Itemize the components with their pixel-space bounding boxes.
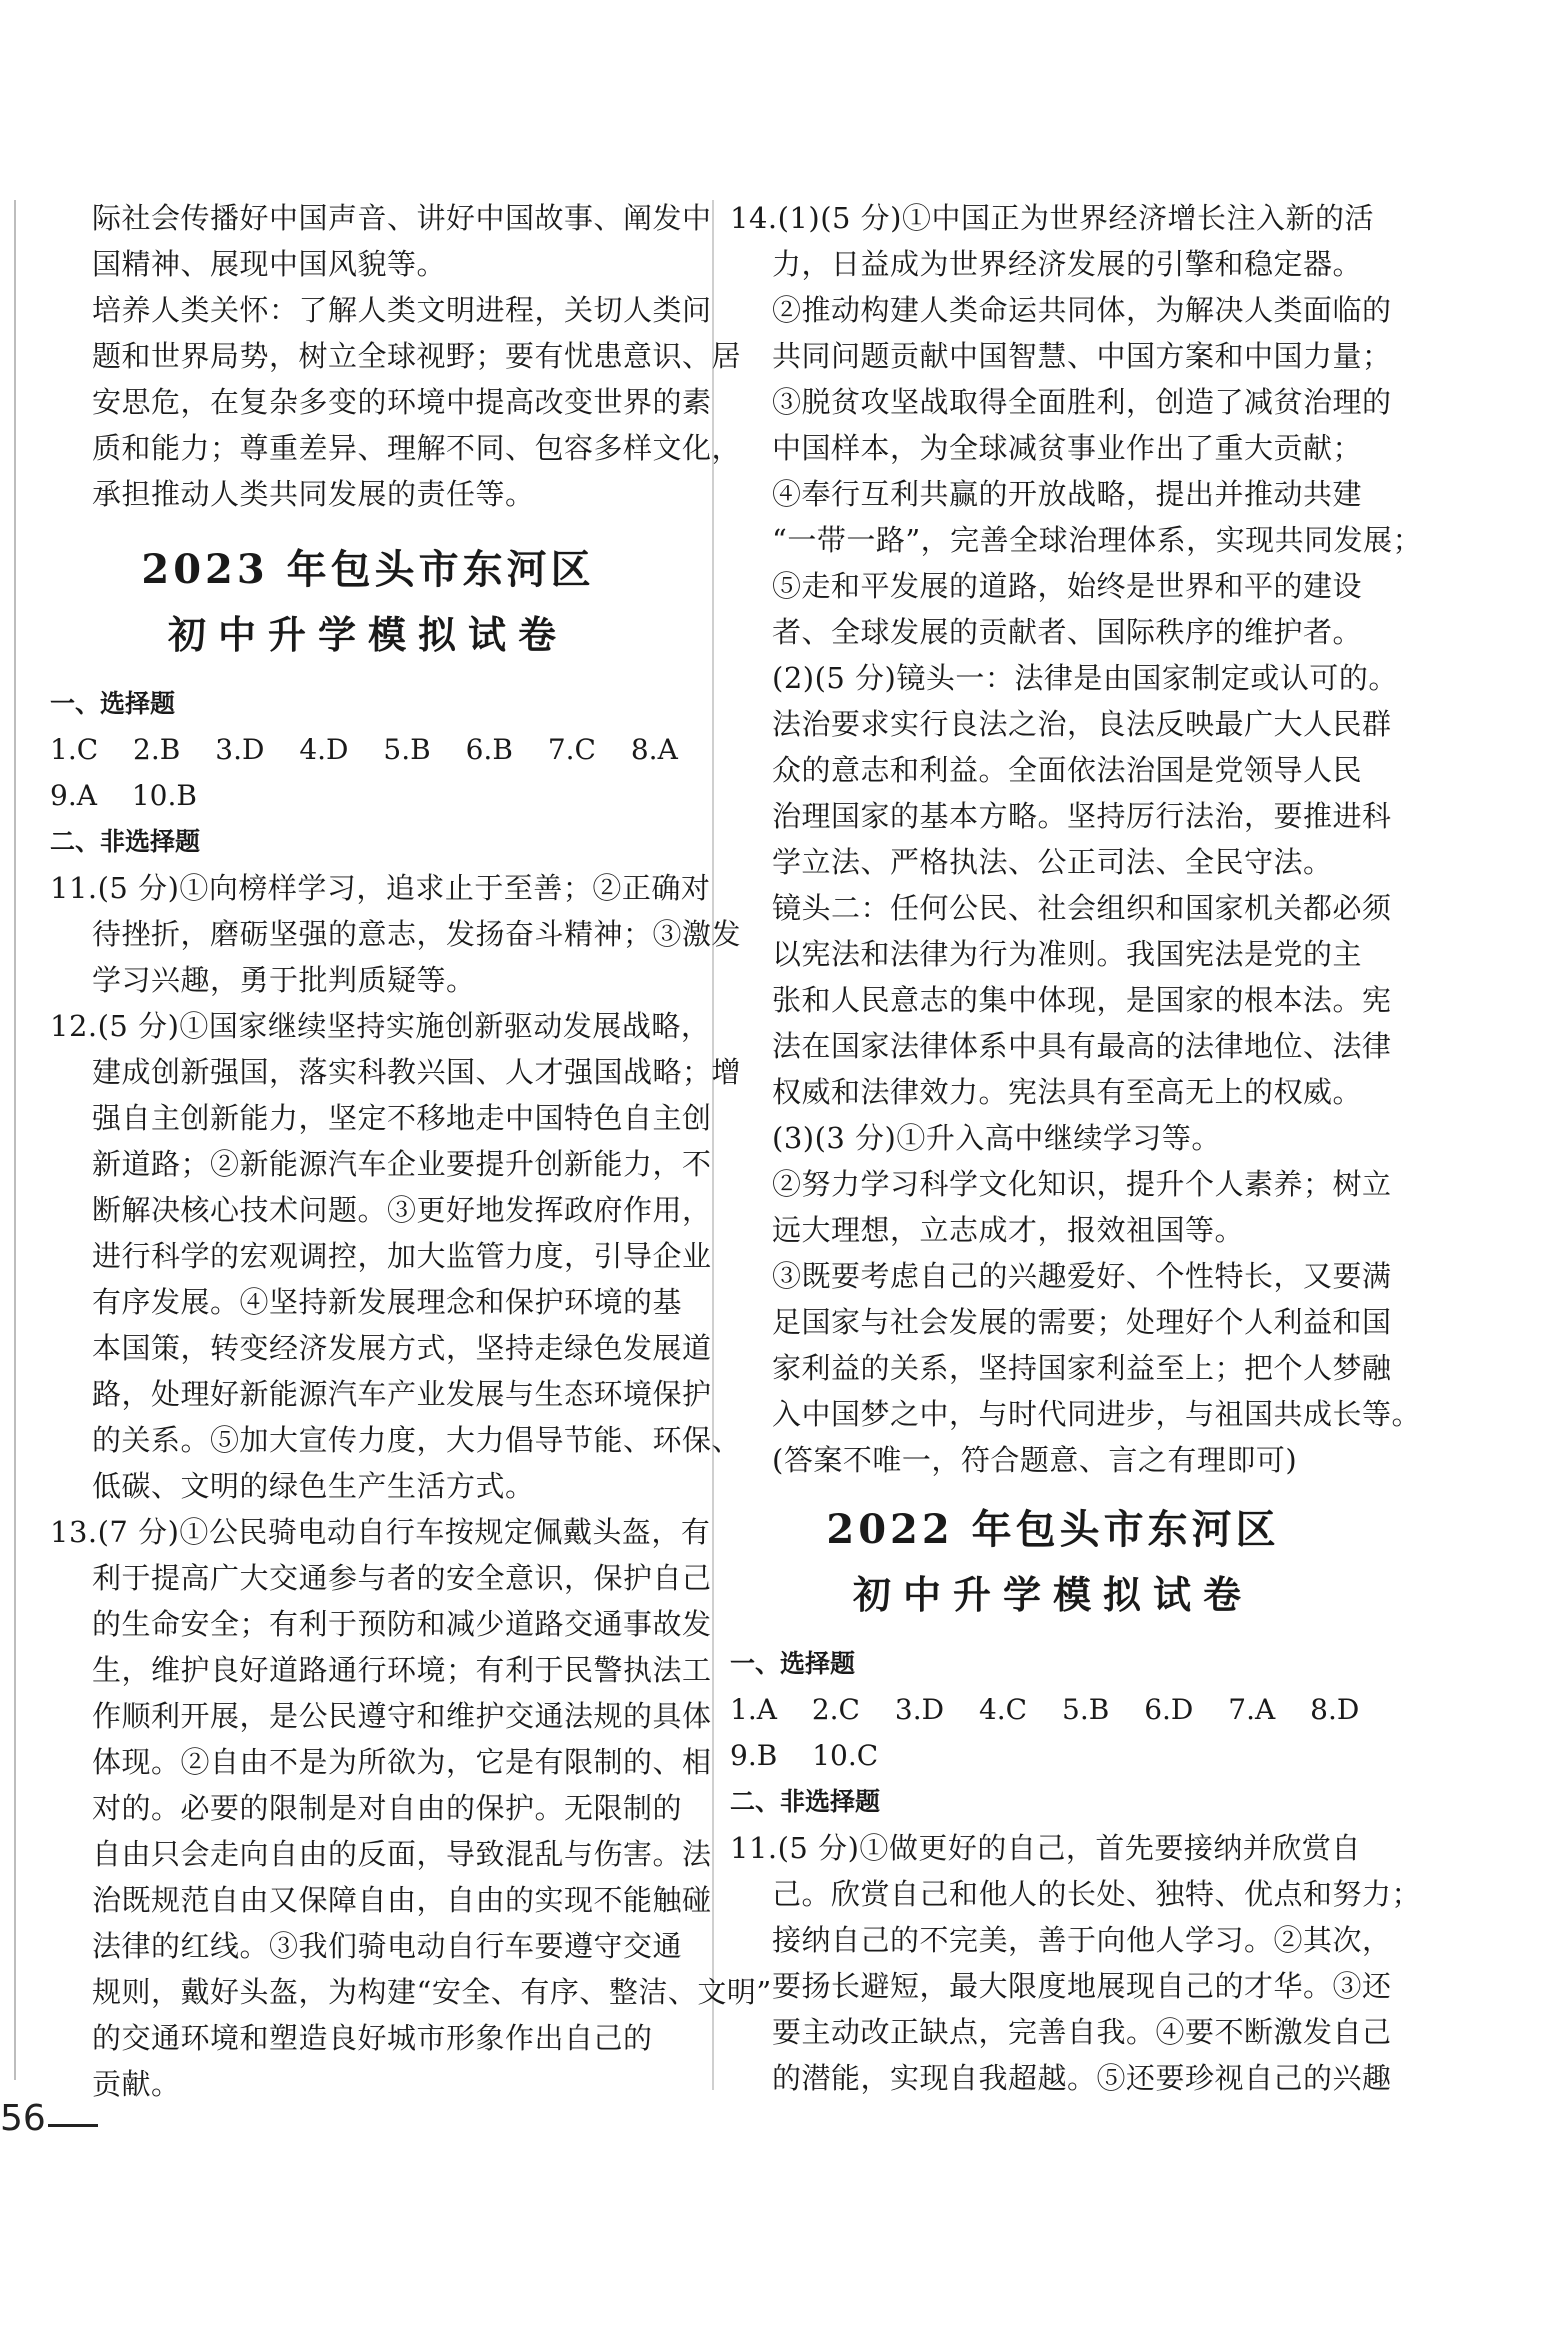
choice-answer: 8.D — [1310, 1693, 1360, 1726]
text-line: ⑤走和平发展的道路，始终是世界和平的建设 — [772, 569, 1363, 603]
text-line: 自由只会走向自由的反面，导致混乱与伤害。法 — [92, 1837, 712, 1871]
text-line: (3)(3 分)①升入高中继续学习等。 — [772, 1121, 1221, 1155]
text-line: 足国家与社会发展的需要；处理好个人利益和国 — [772, 1305, 1392, 1339]
text-line: 质和能力；尊重差异、理解不同、包容多样文化， — [92, 431, 742, 465]
text-line: 权威和法律效力。宪法具有至高无上的权威。 — [772, 1075, 1363, 1109]
text-line: 体现。②自由不是为所欲为，它是有限制的、相 — [92, 1745, 712, 1779]
text-line: 12.(5 分)①国家继续坚持实施创新驱动发展战略， — [50, 1009, 711, 1043]
text-line: 力，日益成为世界经济发展的引擎和稳定器。 — [772, 247, 1363, 281]
text-line: 进行科学的宏观调控，加大监管力度，引导企业 — [92, 1239, 712, 1273]
exam-title-2023: 2023 年包头市东河区 — [141, 546, 595, 593]
column-divider — [712, 200, 714, 2090]
choice-answer: 5.B — [1062, 1693, 1110, 1726]
text-line: 路，处理好新能源汽车产业发展与生态环境保护 — [92, 1377, 712, 1411]
text-line: 要主动改正缺点，完善自我。④要不断激发自己 — [772, 2015, 1392, 2049]
choice-answer: 9.B — [730, 1739, 778, 1772]
answer-q12 — [50, 1003, 742, 1509]
text-line: 承担推动人类共同发展的责任等。 — [92, 477, 535, 511]
text-line: 有序发展。④坚持新发展理念和保护环境的基 — [92, 1285, 683, 1319]
text-line: 以宪法和法律为行为准则。我国宪法是党的主 — [772, 937, 1363, 971]
text-line: 治理国家的基本方略。坚持厉行法治，要推进科 — [772, 799, 1392, 833]
text-line: 贡献。 — [92, 2067, 181, 2101]
text-line: 者、全球发展的贡献者、国际秩序的维护者。 — [772, 615, 1363, 649]
exam-subtitle-2023: 初中升学模拟试卷 — [167, 612, 568, 657]
text-line: 规则，戴好头盔，为构建“安全、有序、整洁、文明” — [92, 1975, 772, 2009]
text-line: ③脱贫攻坚战取得全面胜利，创造了减贫治理的 — [772, 385, 1392, 419]
answer-q14-part3 — [730, 1115, 1422, 1483]
choice-answers-row — [50, 727, 686, 773]
choice-answer: 4.C — [978, 1693, 1028, 1726]
choice-answer: 4.D — [299, 733, 349, 766]
text-line: 远大理想，立志成才，报效祖国等。 — [772, 1213, 1245, 1247]
choice-answer: 2.B — [133, 733, 181, 766]
text-line: 的交通环境和塑造良好城市形象作出自己的 — [92, 2021, 653, 2055]
choice-answer: 6.D — [1144, 1693, 1194, 1726]
section-heading-choice: 一、选择题 — [50, 689, 176, 718]
text-line: 学习兴趣，勇于批判质疑等。 — [92, 963, 476, 997]
text-line: 家利益的关系，坚持国家利益至上；把个人梦融 — [772, 1351, 1392, 1385]
text-line: 法在国家法律体系中具有最高的法律地位、法律 — [772, 1029, 1392, 1063]
text-line: (答案不唯一，符合题意、言之有理即可) — [772, 1443, 1298, 1477]
choice-answer: 3.D — [894, 1693, 945, 1726]
text-line: 安思危，在复杂多变的环境中提高改变世界的素 — [92, 385, 712, 419]
text-line: 国精神、展现中国风貌等。 — [92, 247, 447, 281]
choice-answer: 9.A — [50, 779, 97, 812]
text-line: 入中国梦之中，与时代同进步，与祖国共成长等。 — [772, 1397, 1422, 1431]
right-column — [730, 195, 1423, 2101]
section-heading-nonchoice: 二、非选择题 — [730, 1787, 881, 1816]
text-line: 的潜能，实现自我超越。⑤还要珍视自己的兴趣 — [772, 2061, 1392, 2095]
text-line: 13.(7 分)①公民骑电动自行车按规定佩戴头盔，有 — [50, 1515, 711, 1549]
text-line: 待挫折，磨砺坚强的意志，发扬奋斗精神；③激发 — [92, 917, 742, 951]
choice-answer: 5.B — [383, 733, 431, 766]
text-line: 11.(5 分)①做更好的自己，首先要接纳并欣赏自 — [730, 1831, 1361, 1865]
section-heading-choice: 一、选择题 — [730, 1649, 856, 1678]
exam-subtitle-2022: 初中升学模拟试卷 — [852, 1572, 1253, 1617]
text-line: 己。欣赏自己和他人的长处、独特、优点和努力； — [772, 1877, 1422, 1911]
choice-answers-row — [730, 1733, 1376, 1779]
text-line: “一带一路”，完善全球治理体系，实现共同发展； — [772, 523, 1423, 557]
choice-answers-row — [50, 773, 686, 819]
choice-answer: 7.A — [1228, 1693, 1276, 1726]
choice-answer: 2.C — [811, 1693, 860, 1726]
text-line: 要扬长避短，最大限度地展现自己的才华。③还 — [772, 1969, 1392, 2003]
choice-answer: 8.A — [630, 733, 678, 766]
text-line: 断解决核心技术问题。③更好地发挥政府作用， — [92, 1193, 712, 1227]
text-line: 中国样本，为全球减贫事业作出了重大贡献； — [772, 431, 1363, 465]
text-line: 张和人民意志的集中体现，是国家的根本法。宪 — [772, 983, 1392, 1017]
text-line: 的关系。⑤加大宣传力度，大力倡导节能、环保、 — [92, 1423, 742, 1457]
text-line: 众的意志和利益。全面依法治国是党领导人民 — [772, 753, 1363, 787]
text-line: 法治要求实行良法之治，良法反映最广大人民群 — [772, 707, 1392, 741]
text-line: 际社会传播好中国声音、讲好中国故事、阐发中 — [92, 201, 712, 235]
text-line: 镜头二：任何公民、社会组织和国家机关都必须 — [772, 891, 1392, 925]
choice-answer: 1.C — [50, 733, 99, 766]
answer-q14-part1 — [730, 195, 1423, 655]
choice-answer: 10.B — [131, 779, 197, 812]
answer-q11-2022 — [730, 1825, 1422, 2101]
text-line: ④奉行互利共赢的开放战略，提出并推动共建 — [772, 477, 1363, 511]
text-line: 建成创新强国，落实科教兴国、人才强国战略；增 — [92, 1055, 742, 1089]
text-line: ③既要考虑自己的兴趣爱好、个性特长，又要满 — [772, 1259, 1392, 1293]
page-number: 56 — [0, 2098, 46, 2139]
answer-q11 — [50, 865, 742, 1003]
intro-paragraph — [50, 195, 742, 517]
answer-q14-part2 — [730, 655, 1398, 1115]
choice-answers-row — [730, 1687, 1376, 1733]
text-line: 作顺利开展，是公民遵守和维护交通法规的具体 — [92, 1699, 712, 1733]
text-line: 法律的红线。③我们骑电动自行车要遵守交通 — [92, 1929, 683, 1963]
text-line: 培养人类关怀：了解人类文明进程，关切人类问 — [92, 293, 712, 327]
text-line: ②推动构建人类命运共同体，为解决人类面临的 — [772, 293, 1392, 327]
text-line: 本国策，转变经济发展方式，坚持走绿色发展道 — [92, 1331, 712, 1365]
text-line: 11.(5 分)①向榜样学习，追求止于至善；②正确对 — [50, 871, 711, 905]
text-line: 学立法、严格执法、公正司法、全民守法。 — [772, 845, 1333, 879]
text-line: 对的。必要的限制是对自由的保护。无限制的 — [92, 1791, 683, 1825]
text-line: ②努力学习科学文化知识，提升个人素养；树立 — [772, 1167, 1392, 1201]
choice-answer: 10.C — [812, 1739, 879, 1772]
text-line: (2)(5 分)镜头一：法律是由国家制定或认可的。 — [772, 661, 1398, 695]
text-line: 新道路；②新能源汽车企业要提升创新能力，不 — [92, 1147, 712, 1181]
left-margin-rule — [14, 200, 16, 2080]
text-line: 14.(1)(5 分)①中国正为世界经济增长注入新的活 — [730, 201, 1374, 235]
text-line: 治既规范自由又保障自由，自由的实现不能触碰 — [92, 1883, 712, 1917]
text-line: 的生命安全；有利于预防和减少道路交通事故发 — [92, 1607, 712, 1641]
text-line: 共同问题贡献中国智慧、中国方案和中国力量； — [772, 339, 1392, 373]
choice-answer: 6.B — [465, 733, 513, 766]
text-line: 题和世界局势，树立全球视野；要有忧患意识、居 — [92, 339, 742, 373]
text-line: 利于提高广大交通参与者的安全意识，保护自己 — [92, 1561, 712, 1595]
text-line: 低碳、文明的绿色生产生活方式。 — [92, 1469, 535, 1503]
text-line: 接纳自己的不完美，善于向他人学习。②其次， — [772, 1923, 1392, 1957]
choice-answer: 7.C — [547, 733, 596, 766]
exam-title-2022: 2022 年包头市东河区 — [826, 1506, 1280, 1553]
text-line: 强自主创新能力，坚定不移地走中国特色自主创 — [92, 1101, 712, 1135]
page-number-rule — [48, 2124, 98, 2127]
choice-answer: 1.A — [730, 1693, 777, 1726]
section-heading-nonchoice: 二、非选择题 — [50, 827, 201, 856]
choice-answer: 3.D — [215, 733, 265, 766]
text-line: 生，维护良好道路通行环境；有利于民警执法工 — [92, 1653, 712, 1687]
